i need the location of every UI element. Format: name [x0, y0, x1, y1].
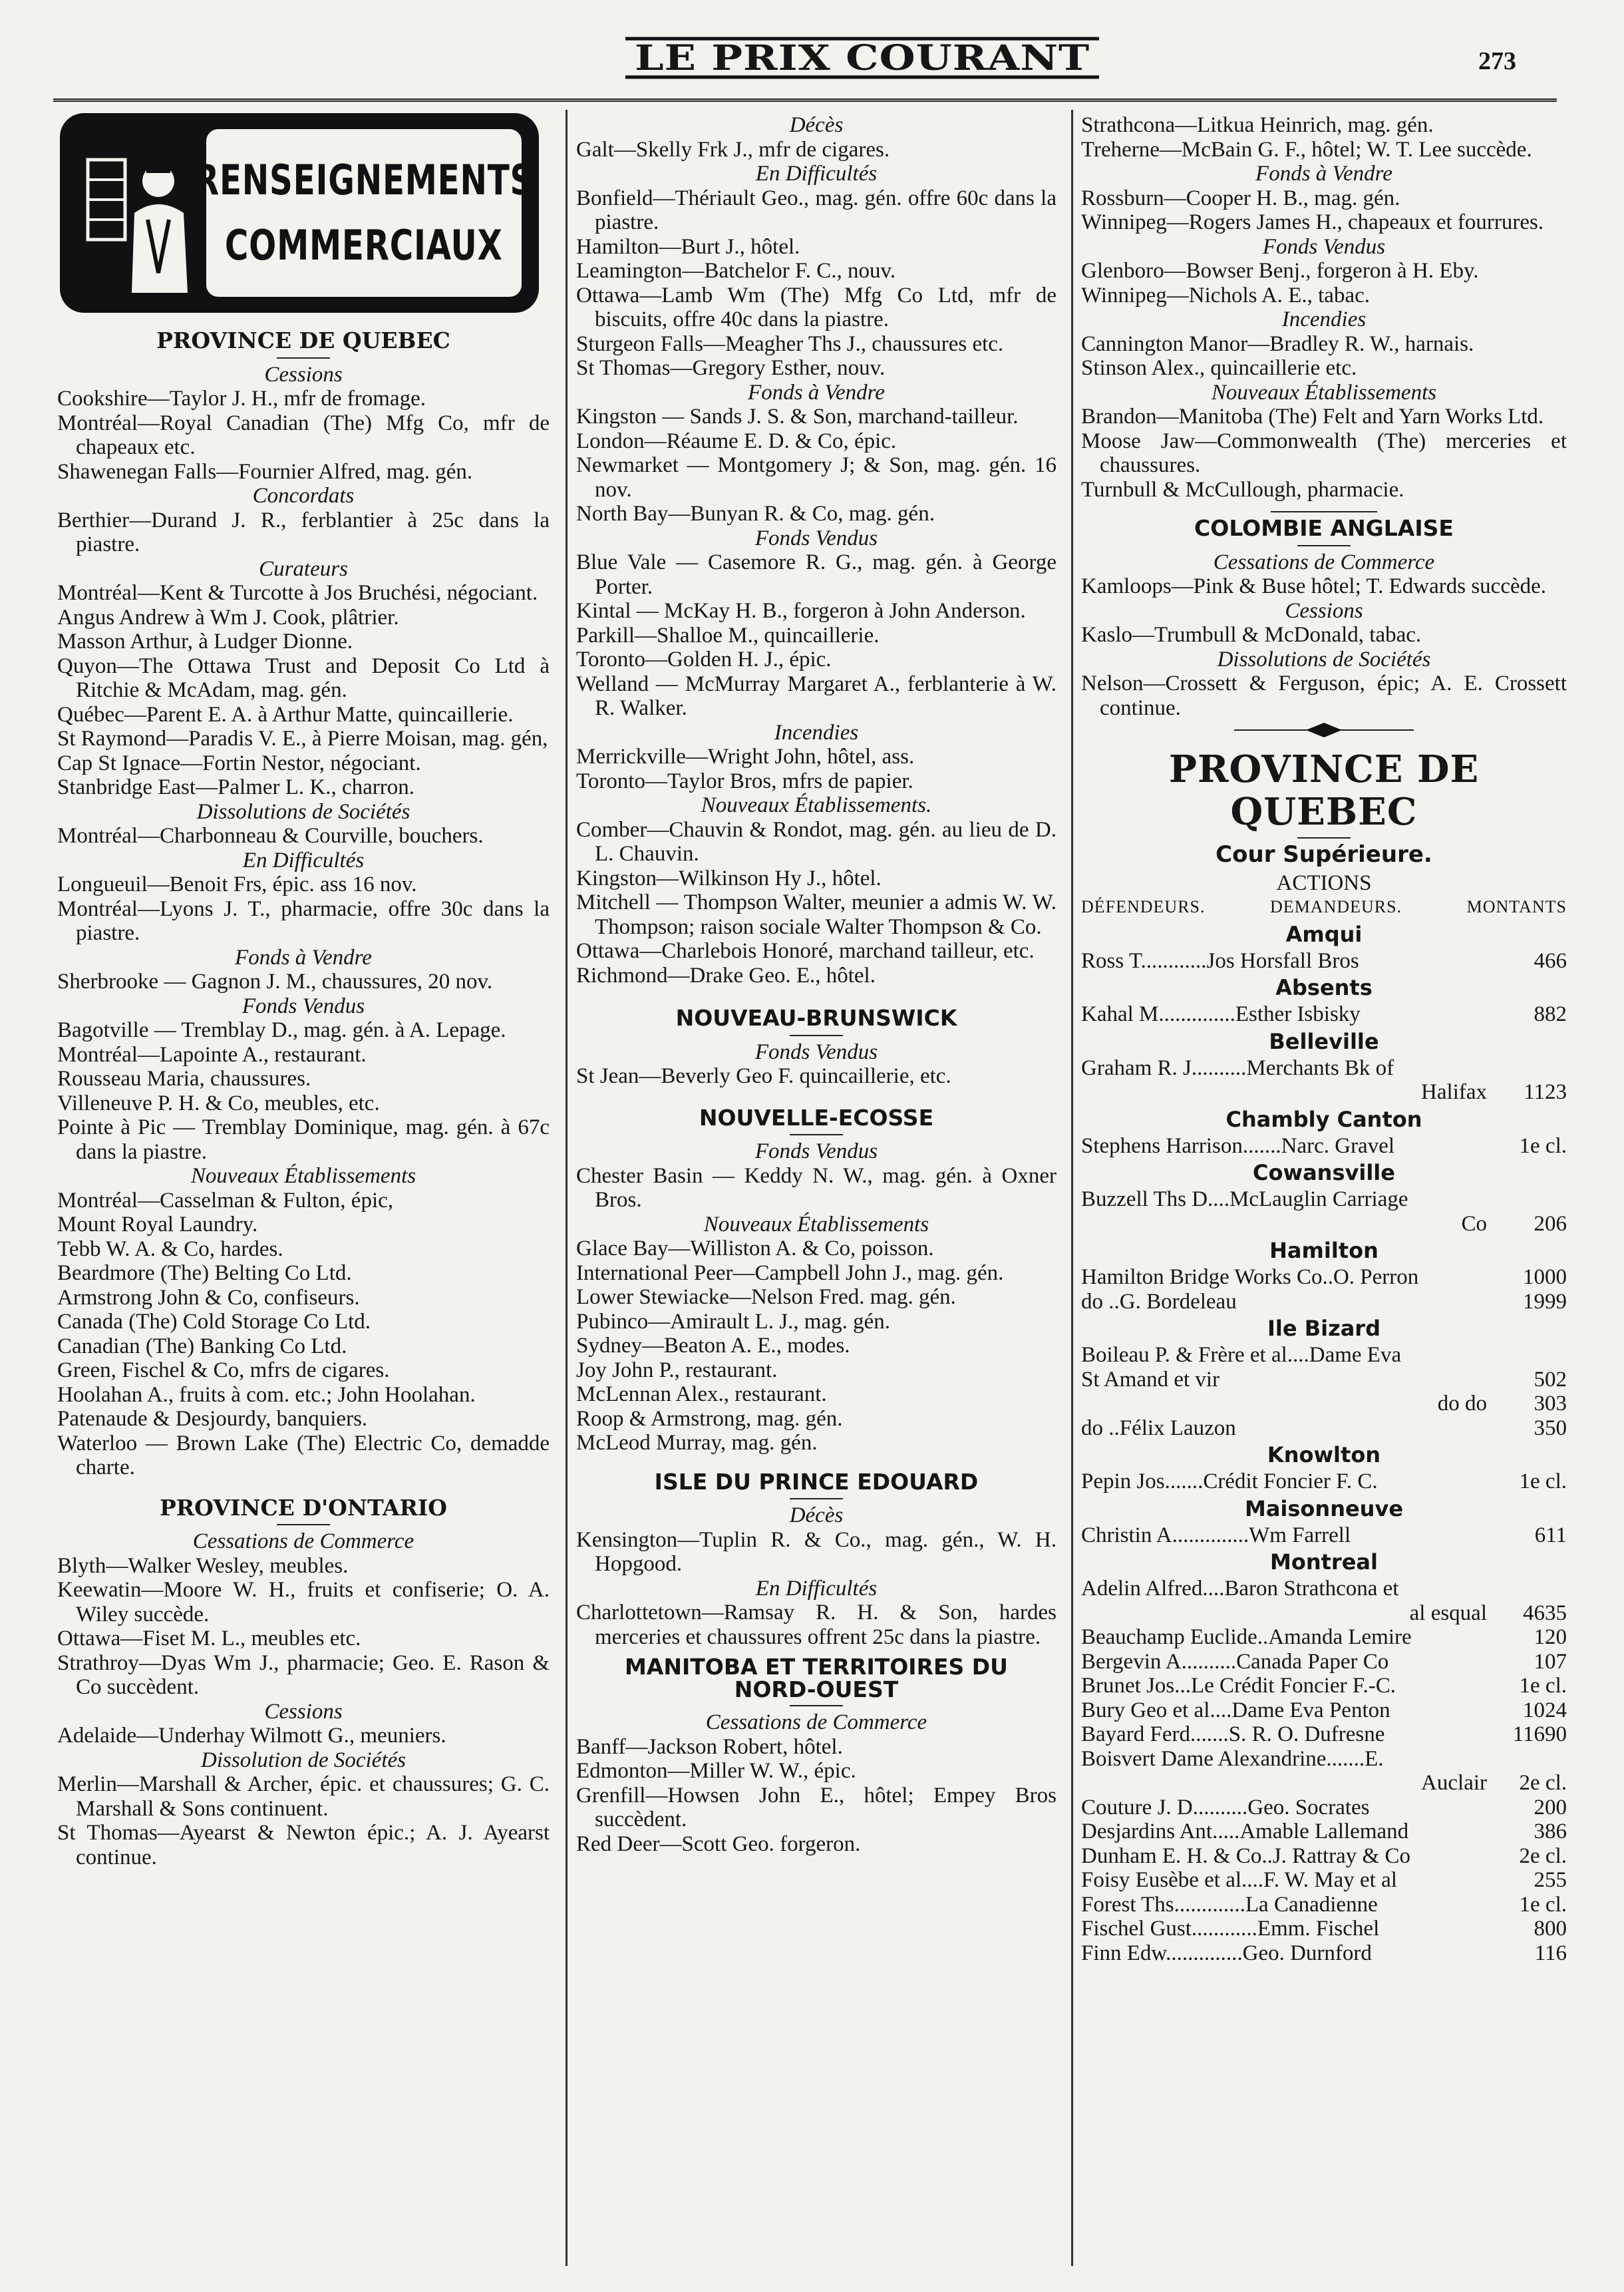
divider	[1297, 545, 1351, 546]
divider	[277, 357, 330, 359]
amount-cell: 350	[1534, 1416, 1567, 1440]
subsection-heading: Cessations de Commerce	[705, 1710, 927, 1734]
list-item: Montréal—Charbonneau & Courville, bouchers.	[57, 824, 484, 848]
subsection-heading: Dissolutions de Sociétés	[196, 799, 410, 824]
table-row	[1081, 1523, 1567, 1548]
section-heading: NOUVEAU-BRUNSWICK	[675, 1005, 957, 1031]
subsection-heading: Cessations de Commerce	[192, 1529, 414, 1553]
entry-list	[1081, 574, 1567, 599]
list-item: Adelaide—Underhay Wilmott G., meuniers.	[57, 1724, 446, 1748]
table-row	[1081, 1134, 1567, 1159]
entry-list	[1081, 186, 1567, 235]
table-row	[1081, 1002, 1567, 1027]
amount-cell: 1999	[1523, 1289, 1567, 1314]
parties-cell: Couture J. D..........Geo. Socrates	[1081, 1795, 1370, 1819]
parties-cell: Auclair	[1421, 1771, 1487, 1795]
section-heading: PROVINCE DE QUEBEC	[1168, 747, 1480, 834]
list-item: Pubinco—Amirault L. J., mag. gén.	[576, 1309, 891, 1334]
table-row	[1081, 1368, 1567, 1392]
list-item: Ottawa—Fiset M. L., meubles etc.	[57, 1626, 361, 1650]
amount-cell: 1e cl.	[1519, 1892, 1567, 1917]
amount-cell: 2e cl.	[1519, 1843, 1567, 1868]
subsection-heading: Fonds à Vendre	[1255, 162, 1392, 186]
divider	[790, 1134, 843, 1135]
entry-list	[57, 387, 550, 484]
table-row	[1081, 1722, 1567, 1747]
court-heading: Cour Supérieure.	[1216, 841, 1432, 868]
amount-cell: 116	[1534, 1941, 1567, 1965]
section-heading: PROVINCE DE QUEBEC	[156, 327, 450, 353]
parties-cell: do do	[1437, 1392, 1487, 1416]
list-item: Brandon—Manitoba (The) Felt and Yarn Works Ltd.	[1081, 405, 1544, 429]
table-row	[1081, 1212, 1567, 1237]
town-heading: Chambly Canton	[1225, 1106, 1422, 1132]
list-item: Blyth—Walker Wesley, meubles.	[57, 1553, 349, 1578]
list-item: Lower Stewiacke—Nelson Fred. mag. gén.	[576, 1285, 956, 1309]
town-heading: Ile Bizard	[1267, 1316, 1380, 1341]
parties-cell: Bury Geo et al....Dame Eva Penton	[1081, 1698, 1390, 1722]
page-number: 273	[1478, 47, 1516, 75]
table-row	[1081, 1941, 1567, 1966]
parties-cell: Bayard Ferd.......S. R. O. Dufresne	[1081, 1722, 1385, 1746]
list-item: Kamloops—Pink & Buse hôtel; T. Edwards succède.	[1081, 574, 1547, 598]
parties-cell: Dunham E. H. & Co..J. Rattray & Co	[1081, 1843, 1410, 1868]
entry-list	[57, 1772, 550, 1869]
list-item: Longueuil—Benoit Frs, épic. ass 16 nov.	[57, 872, 417, 896]
list-item: Leamington—Batchelor F. C., nouv.	[576, 259, 896, 283]
list-item: Mitchell — Thompson Walter, meunier a admis W. W. Thompson; raison sociale Walter Thompson & Co.	[576, 890, 1056, 939]
entry-list	[576, 186, 1056, 381]
list-item: Merlin—Marshall & Archer, épic. et chaussures; G. C. Marshall & Sons continuent.	[57, 1772, 550, 1821]
list-item: Treherne—McBain G. F., hôtel; W. T. Lee succède.	[1081, 137, 1532, 162]
table-row	[1081, 1577, 1567, 1601]
entry-list	[57, 1018, 550, 1164]
divider	[790, 1035, 843, 1036]
entry-list	[57, 872, 550, 946]
parties-cell: Kahal M..............Esther Isbisky	[1081, 1002, 1361, 1026]
list-item: St Raymond—Paradis V. E., à Pierre Moisan, mag. gén,	[57, 727, 548, 751]
subsection-heading: En Difficultés	[242, 848, 365, 872]
table-row	[1081, 1917, 1567, 1941]
list-item: Sydney—Beaton A. E., modes.	[576, 1334, 850, 1358]
list-item: Kaslo—Trumbull & McDonald, tabac.	[1081, 623, 1422, 647]
amount-cell: 1e cl.	[1519, 1133, 1567, 1158]
column-2	[576, 113, 1056, 1856]
parties-cell: Fischel Gust............Emm. Fischel	[1081, 1917, 1380, 1941]
amount-cell: 1000	[1523, 1265, 1567, 1289]
list-item: Ottawa—Lamb Wm (The) Mfg Co Ltd, mfr de biscuits, offre 40c dans la piastre.	[576, 283, 1056, 331]
list-item: Green, Fischel & Co, mfrs de cigares.	[57, 1358, 390, 1382]
parties-cell: Hamilton Bridge Works Co..O. Perron	[1081, 1265, 1419, 1289]
parties-cell: Boileau P. & Frère et al....Dame Eva	[1081, 1343, 1402, 1367]
table-row	[1081, 1056, 1567, 1081]
list-item: Montréal—Kent & Turcotte à Jos Bruchési, négociant.	[57, 581, 538, 605]
entry-list	[576, 138, 1056, 162]
entry-list	[576, 745, 1056, 793]
parties-cell: Stephens Harrison.......Narc. Gravel	[1081, 1133, 1395, 1158]
header-montants: MONTANTS	[1466, 897, 1567, 916]
parties-cell: Finn Edw..............Geo. Durnford	[1081, 1941, 1372, 1965]
table-row	[1081, 1893, 1567, 1917]
masthead: LE PRIX COURANT	[625, 37, 1099, 79]
amount-cell: 611	[1534, 1523, 1567, 1547]
renseignements-logo	[60, 113, 539, 313]
divider	[790, 1705, 843, 1706]
list-item: McLeod Murray, mag. gén.	[576, 1431, 818, 1455]
subsection-heading: Nouveaux Établissements	[1211, 380, 1437, 405]
header-rule	[53, 98, 1557, 102]
list-item: Montréal—Lapointe A., restaurant.	[57, 1042, 367, 1067]
amount-cell	[1494, 1747, 1567, 1772]
subsection-heading: Dissolutions de Sociétés	[1217, 647, 1431, 671]
parties-cell: Brunet Jos...Le Crédit Foncier F.-C.	[1081, 1674, 1396, 1698]
list-item: Stanbridge East—Palmer L. K., charron.	[57, 775, 415, 799]
entry-list	[576, 818, 1056, 988]
list-item: Montréal—Lyons J. T., pharmacie, offre 30c dans la piastre.	[57, 896, 550, 945]
entry-list	[576, 1528, 1056, 1577]
entry-list	[57, 508, 550, 557]
amount-cell: 206	[1534, 1211, 1567, 1236]
entry-list	[1081, 332, 1567, 381]
subsection-heading: Fonds à Vendre	[748, 380, 885, 405]
list-item: Rossburn—Cooper H. B., mag. gén.	[1081, 186, 1400, 210]
parties-cell: Foisy Eusèbe et al....F. W. May et al	[1081, 1868, 1397, 1892]
column-3	[1081, 113, 1567, 1965]
parties-cell: Graham R. J..........Merchants Bk of	[1081, 1055, 1394, 1080]
list-item: North Bay—Bunyan R. & Co, mag. gén.	[576, 502, 935, 526]
entry-list	[57, 1554, 550, 1700]
column-1	[57, 113, 550, 1869]
table-row	[1081, 1265, 1567, 1290]
list-item: Armstrong John & Co, confiseurs.	[57, 1285, 360, 1310]
amount-cell: 1e cl.	[1519, 1674, 1567, 1698]
header-demandeurs: DEMANDEURS.	[1270, 897, 1402, 916]
list-item: Kingston—Wilkinson Hy J., hôtel.	[576, 866, 882, 890]
divider	[277, 1524, 330, 1525]
amount-cell	[1494, 1056, 1567, 1081]
subsection-heading: Décès	[789, 1503, 844, 1527]
list-item: Montréal—Royal Canadian (The) Mfg Co, mfr de chapeaux etc.	[57, 411, 550, 459]
amount-cell: 303	[1534, 1392, 1567, 1416]
amount-cell: 502	[1534, 1367, 1567, 1392]
subsection-heading: Fonds Vendus	[754, 1139, 878, 1163]
list-item: Pointe à Pic — Tremblay Dominique, mag. gén. à 67c dans la piastre.	[57, 1115, 550, 1164]
table-row	[1081, 1187, 1567, 1212]
column-rule-2	[1071, 110, 1073, 2266]
section-heading: ISLE DU PRINCE EDOUARD	[654, 1468, 979, 1495]
town-heading: Amqui	[1285, 921, 1363, 947]
entry-list	[576, 405, 1056, 526]
entry-list	[576, 1064, 1056, 1089]
list-item: Bagotville — Tremblay D., mag. gén. à A. Lepage.	[57, 1018, 506, 1042]
list-item: St Thomas—Gregory Esther, nouv.	[576, 356, 886, 380]
amount-cell: 386	[1534, 1819, 1567, 1843]
column-rule-1	[566, 110, 568, 2266]
subsection-heading: Nouveaux Établissements.	[701, 793, 932, 817]
entry-list	[1081, 671, 1567, 720]
section-heading: COLOMBIE ANGLAISE	[1194, 515, 1454, 541]
section-heading: NORD-OUEST	[734, 1676, 899, 1702]
list-item: Winnipeg—Nichols A. E., tabac.	[1081, 283, 1370, 307]
town-heading: Absents	[1275, 975, 1373, 1000]
parties-cell: Adelin Alfred....Baron Strathcona et	[1081, 1577, 1399, 1601]
list-item: Joy John P., restaurant.	[576, 1358, 778, 1382]
entry-list	[1081, 113, 1567, 162]
list-item: Berthier—Durand J. R., ferblantier à 25c dans la piastre.	[57, 508, 550, 556]
table-row	[1081, 1819, 1567, 1844]
list-item: Winnipeg—Rogers James H., chapeaux et fourrures.	[1081, 210, 1544, 234]
divider	[1271, 511, 1377, 512]
list-item: Waterloo — Brown Lake (The) Electric Co, demadde charte.	[57, 1431, 550, 1479]
entry-list	[1081, 259, 1567, 307]
subsection-heading: Fonds Vendus	[242, 994, 365, 1018]
amount-cell	[1494, 1343, 1567, 1368]
list-item: Hamilton—Burt J., hôtel.	[576, 234, 800, 259]
divider	[790, 1498, 843, 1499]
logo-line-1: RENSEIGNEMENTS	[194, 156, 534, 204]
town-heading: Belleville	[1269, 1028, 1379, 1054]
page-header	[0, 0, 1624, 106]
amount-cell	[1494, 1577, 1567, 1601]
list-item: Tebb W. A. & Co, hardes.	[57, 1237, 283, 1261]
list-item: Canadian (The) Banking Co Ltd.	[57, 1334, 347, 1358]
list-item: Mount Royal Laundry.	[57, 1213, 258, 1237]
subsection-heading: Décès	[789, 113, 844, 137]
table-row	[1081, 1469, 1567, 1494]
list-item: Glenboro—Bowser Benj., forgeron à H. Eby.	[1081, 259, 1479, 283]
header-defendeurs: DÉFENDEURS.	[1081, 897, 1206, 916]
entry-list	[57, 970, 550, 994]
ornament-divider	[1081, 720, 1567, 740]
table-row	[1081, 1844, 1567, 1869]
town-heading: Knowlton	[1267, 1442, 1381, 1467]
table-row	[1081, 949, 1567, 974]
list-item: Edmonton—Miller W. W., épic.	[576, 1759, 856, 1783]
table-row	[1081, 1796, 1567, 1820]
list-item: Toronto—Golden H. J., épic.	[576, 648, 832, 671]
list-item: Comber—Chauvin & Rondot, mag. gén. au lieu de D. L. Chauvin.	[576, 817, 1056, 866]
list-item: Angus Andrew à Wm J. Cook, plâtrier.	[57, 605, 399, 630]
parties-cell: Beauchamp Euclide..Amanda Lemire	[1081, 1625, 1412, 1649]
amount-cell: 466	[1534, 948, 1567, 973]
entry-list	[576, 1164, 1056, 1213]
amount-cell: 2e cl.	[1519, 1771, 1567, 1795]
subsection-heading: Dissolution de Sociétés	[201, 1748, 406, 1772]
town-heading: Hamilton	[1269, 1238, 1379, 1263]
amount-cell: 11690	[1512, 1722, 1567, 1746]
list-item: Cannington Manor—Bradley R. W., harnais.	[1081, 331, 1474, 356]
amount-cell	[1494, 1187, 1567, 1212]
list-item: Parkill—Shalloe M., quincaillerie.	[576, 623, 880, 648]
logo-line-2: COMMERCIAUX	[225, 221, 503, 270]
subsection-heading: Fonds à Vendre	[235, 945, 372, 970]
table-row	[1081, 1343, 1567, 1368]
table-row	[1081, 1674, 1567, 1698]
amount-cell: 1123	[1524, 1080, 1567, 1104]
list-item: Chester Basin — Keddy N. W., mag. gén. à Oxner Bros.	[576, 1163, 1056, 1212]
table-row	[1081, 1416, 1567, 1441]
subsection-heading: Fonds Vendus	[754, 526, 878, 550]
list-item: Banff—Jackson Robert, hôtel.	[576, 1734, 843, 1759]
list-item: Newmarket — Montgomery J; & Son, mag. gén. 16 nov.	[576, 453, 1056, 502]
entry-list	[1081, 405, 1567, 502]
subsection-heading: En Difficultés	[755, 1576, 878, 1601]
subsection-heading: Cessions	[1285, 598, 1363, 623]
subsection-heading: Cessations de Commerce	[1213, 550, 1435, 574]
town-heading: Montreal	[1270, 1549, 1378, 1575]
amount-cell: 200	[1534, 1795, 1567, 1819]
list-item: Welland — McMurray Margaret A., ferblanterie à W. R. Walker.	[576, 671, 1056, 720]
parties-cell: Bergevin A..........Canada Paper Co	[1081, 1649, 1389, 1674]
section-heading: PROVINCE D'ONTARIO	[159, 1494, 448, 1521]
list-item: Glace Bay—Williston A. & Co, poisson.	[576, 1237, 934, 1260]
amount-cell: 120	[1534, 1625, 1567, 1649]
parties-cell: Co	[1461, 1211, 1487, 1236]
list-item: St Thomas—Ayearst & Newton épic.; A. J. Ayearst continue.	[57, 1821, 550, 1869]
list-item: London—Réaume E. D. & Co, épic.	[576, 429, 897, 453]
list-item: Sherbrooke — Gagnon J. M., chaussures, 20 nov.	[57, 970, 493, 994]
subsection-heading: Cessions	[264, 1699, 343, 1724]
table-row	[1081, 1868, 1567, 1893]
subsection-heading: Curateurs	[259, 556, 348, 581]
parties-cell: Boisvert Dame Alexandrine.......E.	[1081, 1746, 1384, 1771]
list-item: Richmond—Drake Geo. E., hôtel.	[576, 963, 876, 988]
list-item: Villeneuve P. H. & Co, meubles, etc.	[57, 1091, 380, 1115]
list-item: International Peer—Campbell John J., mag. gén.	[576, 1260, 1004, 1285]
table-row	[1081, 1392, 1567, 1416]
court-actions-table	[1081, 920, 1567, 1966]
subsection-heading: Incendies	[1281, 307, 1367, 331]
list-item: Stinson Alex., quincaillerie etc.	[1081, 356, 1357, 380]
list-item: Turnbull & McCullough, pharmacie.	[1081, 477, 1404, 502]
amount-cell: 1024	[1523, 1698, 1567, 1722]
subsection-heading: Nouveaux Établissements	[703, 1212, 929, 1237]
entry-list	[1081, 623, 1567, 648]
list-item: Galt—Skelly Frk J., mfr de cigares.	[576, 137, 890, 162]
parties-cell: Desjardins Ant.....Amable Lallemand	[1081, 1819, 1409, 1843]
parties-cell: Pepin Jos.......Crédit Foncier F. C.	[1081, 1469, 1378, 1493]
list-item: Patenaude & Desjourdy, banquiers.	[57, 1407, 368, 1431]
table-row	[1081, 1290, 1567, 1314]
subsection-heading: Fonds Vendus	[754, 1040, 878, 1064]
list-item: Hoolahan A., fruits à com. etc.; John Hoolahan.	[57, 1382, 476, 1407]
logo-text-panel	[194, 129, 534, 297]
clerk-figure-icon	[73, 140, 200, 299]
table-row	[1081, 1771, 1567, 1796]
entry-list	[57, 581, 550, 800]
entry-list	[57, 1724, 550, 1748]
list-item: Beardmore (The) Belting Co Ltd.	[57, 1261, 352, 1285]
entry-list	[57, 824, 550, 849]
table-row	[1081, 1698, 1567, 1723]
entry-list	[576, 1237, 1056, 1455]
diamond-ornament-icon	[1081, 720, 1567, 740]
list-item: St Jean—Beverly Geo F. quincaillerie, etc.	[576, 1064, 951, 1088]
amount-cell: 800	[1534, 1917, 1567, 1941]
list-item: Grenfill—Howsen John E., hôtel; Empey Bros succèdent.	[576, 1783, 1056, 1831]
amount-cell: 1e cl.	[1519, 1469, 1567, 1493]
town-heading: Maisonneuve	[1244, 1495, 1404, 1521]
list-item: Blue Vale — Casemore R. G., mag. gén. à George Porter.	[576, 550, 1056, 599]
divider	[1297, 837, 1351, 839]
table-row	[1081, 1080, 1567, 1105]
list-item: Toronto—Taylor Bros, mfrs de papier.	[576, 769, 913, 793]
entry-list	[57, 1189, 550, 1480]
table-row	[1081, 1601, 1567, 1626]
list-item: Keewatin—Moore W. H., fruits et confiserie; O. A. Wiley succède.	[57, 1578, 550, 1626]
list-item: Red Deer—Scott Geo. forgeron.	[576, 1831, 861, 1856]
table-header	[1081, 895, 1567, 920]
parties-cell: Forest Ths.............La Canadienne	[1081, 1892, 1378, 1917]
parties-cell: St Amand et vir	[1081, 1367, 1220, 1392]
table-row	[1081, 1650, 1567, 1674]
list-item: Cookshire—Taylor J. H., mfr de fromage.	[57, 387, 426, 411]
amount-cell: 882	[1534, 1002, 1567, 1026]
section-heading: NOUVELLE-ECOSSE	[699, 1104, 934, 1131]
list-item: Bonfield—Thériault Geo., mag. gén. offre 60c dans la piastre.	[576, 186, 1056, 234]
table-row	[1081, 1747, 1567, 1772]
list-item: McLennan Alex., restaurant.	[576, 1382, 827, 1406]
list-item: Strathcona—Litkua Heinrich, mag. gén.	[1081, 113, 1434, 137]
subsection-heading: En Difficultés	[755, 162, 878, 186]
entry-list	[576, 550, 1056, 721]
parties-cell: al esqual	[1409, 1601, 1487, 1625]
list-item: Merrickville—Wright John, hôtel, ass.	[576, 745, 915, 769]
parties-cell: Ross T............Jos Horsfall Bros	[1081, 948, 1359, 973]
subsection-heading: Concordats	[252, 484, 355, 508]
list-item: Kintal — McKay H. B., forgeron à John Anderson.	[576, 599, 1026, 623]
list-item: Masson Arthur, à Ludger Dionne.	[57, 630, 353, 654]
list-item: Shawenegan Falls—Fournier Alfred, mag. gén.	[57, 459, 473, 484]
subsection-heading: Nouveaux Établissements	[190, 1164, 416, 1188]
parties-cell: do ..G. Bordeleau	[1081, 1289, 1237, 1314]
section-heading: MANITOBA ET TERRITOIRES DU	[625, 1654, 1008, 1680]
parties-cell: do ..Félix Lauzon	[1081, 1416, 1236, 1440]
amount-cell: 107	[1534, 1649, 1567, 1674]
list-item: Sturgeon Falls—Meagher Ths J., chaussures etc.	[576, 331, 1004, 356]
table-row	[1081, 1625, 1567, 1650]
amount-cell: 255	[1534, 1868, 1567, 1892]
list-item: Kingston — Sands J. S. & Son, marchand-tailleur.	[576, 405, 1019, 429]
list-item: Charlottetown—Ramsay R. H. & Son, hardes merceries et chaussures offrent 25c dans la piastre.	[576, 1601, 1056, 1649]
actions-heading: ACTIONS	[1276, 870, 1372, 895]
list-item: Moose Jaw—Commonwealth (The) merceries et chaussures.	[1081, 429, 1567, 477]
list-item: Quyon—The Ottawa Trust and Deposit Co Ltd à Ritchie & McAdam, mag. gén.	[57, 654, 550, 702]
list-item: Canada (The) Cold Storage Co Ltd.	[57, 1310, 371, 1334]
list-item: Kensington—Tuplin R. & Co., mag. gén., W. H. Hopgood.	[576, 1527, 1056, 1576]
parties-cell: Halifax	[1421, 1080, 1487, 1104]
entry-list	[576, 1601, 1056, 1649]
subsection-heading: Fonds Vendus	[1262, 234, 1386, 259]
list-item: Strathroy—Dyas Wm J., pharmacie; Geo. E. Rason & Co succèdent.	[57, 1650, 550, 1699]
amount-cell: 4635	[1523, 1601, 1567, 1625]
list-item: Roop & Armstrong, mag. gén.	[576, 1406, 843, 1431]
list-item: Québec—Parent E. A. à Arthur Matte, quincaillerie.	[57, 702, 514, 727]
parties-cell: Buzzell Ths D....McLauglin Carriage	[1081, 1187, 1408, 1211]
subsection-heading: Incendies	[774, 720, 859, 745]
list-item: Nelson—Crossett & Ferguson, épic; A. E. Crossett continue.	[1081, 671, 1567, 720]
town-heading: Cowansville	[1253, 1160, 1395, 1185]
list-item: Cap St Ignace—Fortin Nestor, négociant.	[57, 751, 421, 775]
entry-list	[576, 1735, 1056, 1857]
list-item: Ottawa—Charlebois Honoré, marchand tailleur, etc.	[576, 939, 1035, 963]
parties-cell: Christin A..............Wm Farrell	[1081, 1523, 1351, 1547]
subsection-heading: Cessions	[264, 362, 343, 387]
list-item: Montréal—Casselman & Fulton, épic,	[57, 1188, 394, 1213]
list-item: Rousseau Maria, chaussures.	[57, 1067, 311, 1091]
